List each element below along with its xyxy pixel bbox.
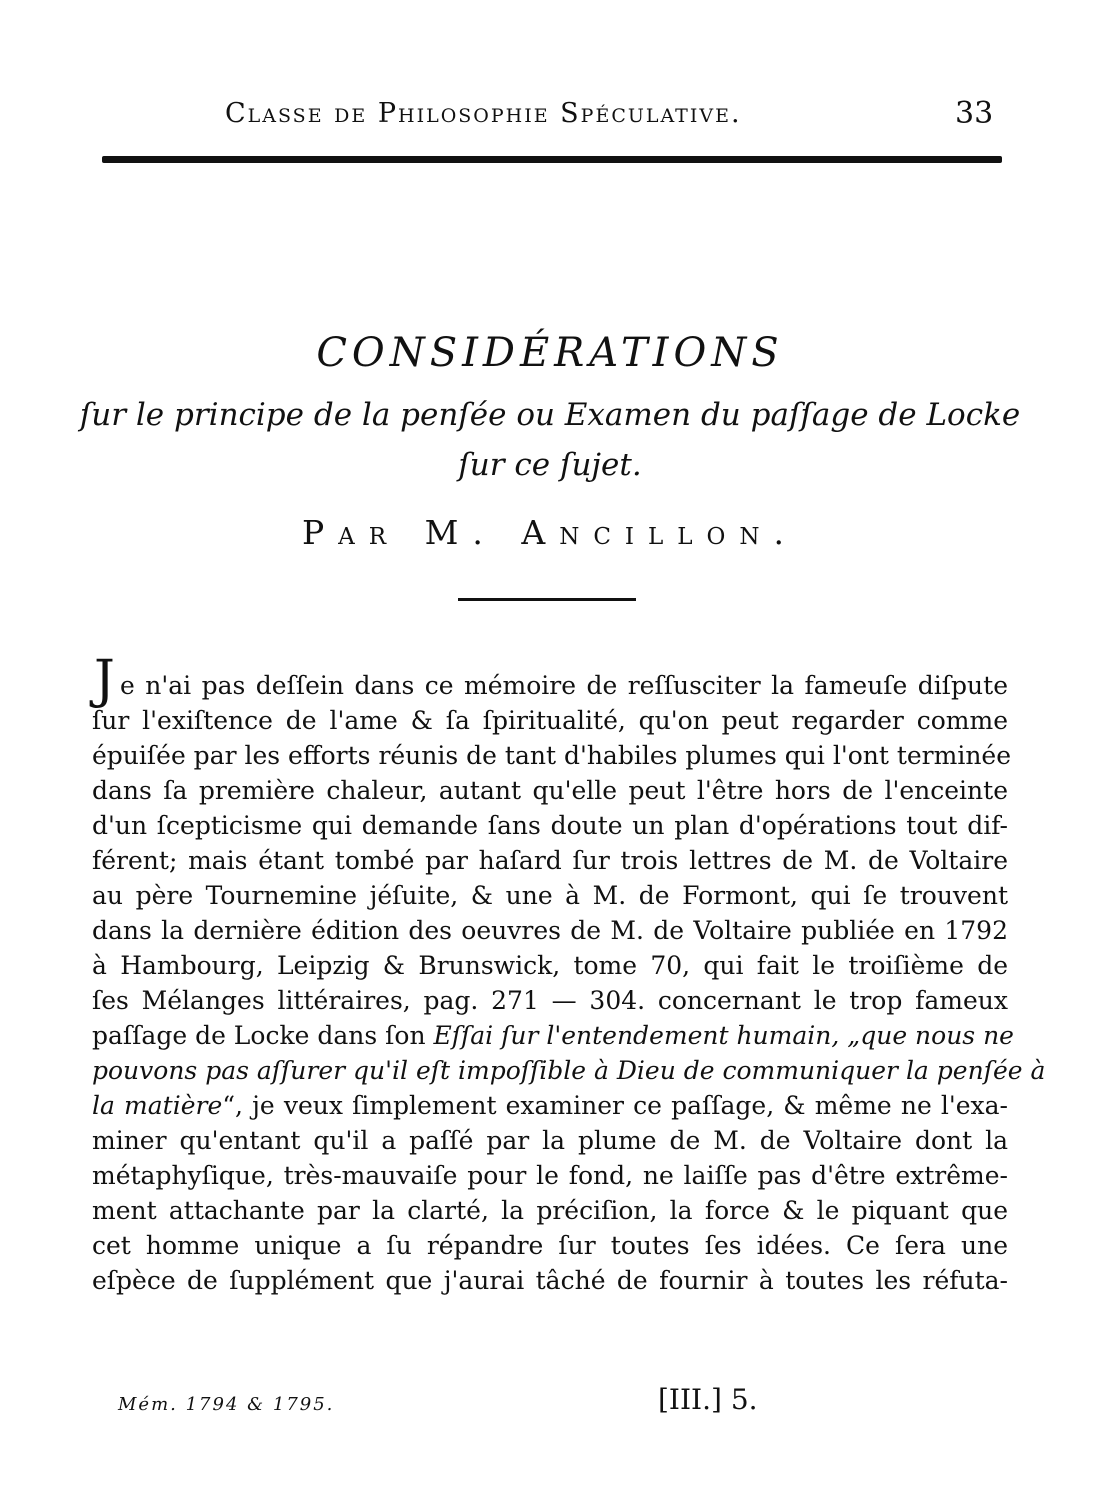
body-line: d'un ſcepticisme qui demande ſans doute un plan d'opérations tout dif-	[92, 811, 1008, 840]
body-line-text: e n'ai pas deſſein dans ce mémoire de reſſusciter la fameuſe diſpute	[120, 671, 1008, 700]
article-subtitle-line-2: ſur ce ſujet.	[458, 447, 642, 483]
body-line: miner qu'entant qu'il a paſſé par la plume de M. de Voltaire dont la	[92, 1126, 1008, 1155]
footer-signature-text: Mém. 1794 & 1795.	[118, 1394, 335, 1415]
body-text	[92, 650, 1046, 1298]
header-rule	[102, 156, 1002, 163]
body-line: ſes Mélanges littéraires, pag. 271 — 304. concernant le trop fameux	[92, 986, 1008, 1015]
page-number: 33	[955, 96, 994, 131]
body-line: cet homme unique a ſu répandre ſur toutes ſes idées. Ce ſera une	[92, 1231, 1008, 1260]
quotation-line: pouvons pas aſſurer qu'il eſt impoſſible à Dieu de communiquer la penſée à	[92, 1056, 1046, 1085]
body-line: métaphyſique, très-mauvaiſe pour le fond, ne laiſſe pas d'être extrême-	[92, 1161, 1008, 1190]
body-line: férent; mais étant tombé par haſard ſur trois lettres de M. de Voltaire	[92, 846, 1008, 875]
running-head: Classe de Philosophie Spéculative.	[225, 98, 742, 129]
body-line: dans ſa première chaleur, autant qu'elle peut l'être hors de l'enceinte	[92, 776, 1008, 805]
body-line-roman: paſſage de Locke dans ſon	[92, 1021, 434, 1050]
body-line-with-italic	[92, 1088, 1008, 1123]
book-title-italic: Eſſai ſur l'entendement humain, „que nous ne	[433, 1021, 1014, 1050]
body-line	[92, 650, 1008, 710]
body-line: ment attachante par la clarté, la préciſion, la force & le piquant que	[92, 1196, 1008, 1225]
body-line: épuiſée par les efforts réunis de tant d'habiles plumes qui l'ont terminée	[92, 741, 1012, 770]
body-line-roman: “, je veux ſimplement examiner ce paſſage, & même ne l'exa-	[222, 1091, 1008, 1120]
author-byline: Par M. Ancillon.	[301, 513, 799, 552]
quotation-end-italic: la matière	[92, 1091, 223, 1120]
footer-signum: [III.] 5.	[658, 1383, 758, 1416]
body-line-with-italic	[92, 1018, 1014, 1053]
title-divider	[458, 598, 636, 601]
footer-signature	[118, 1394, 334, 1415]
body-line: dans la dernière édition des oeuvres de M. de Voltaire publiée en 1792	[92, 916, 1008, 945]
body-line: au père Tournemine jéſuite, & une à M. de Formont, qui ſe trouvent	[92, 881, 1008, 910]
article-title: CONSIDÉRATIONS	[316, 330, 784, 376]
body-line: eſpèce de ſupplément que j'aurai tâché de fournir à toutes les réfuta-	[92, 1266, 1008, 1295]
body-line: ſur l'exiſtence de l'ame & ſa ſpiritualité, qu'on peut regarder comme	[92, 706, 1008, 735]
body-line: à Hambourg, Leipzig & Brunswick, tome 70, qui fait le troiſième de	[92, 951, 1008, 980]
article-subtitle-line-1: ſur le principe de la penſée ou Examen du paſſage de Locke	[79, 397, 1021, 433]
drop-cap: J	[94, 650, 115, 710]
